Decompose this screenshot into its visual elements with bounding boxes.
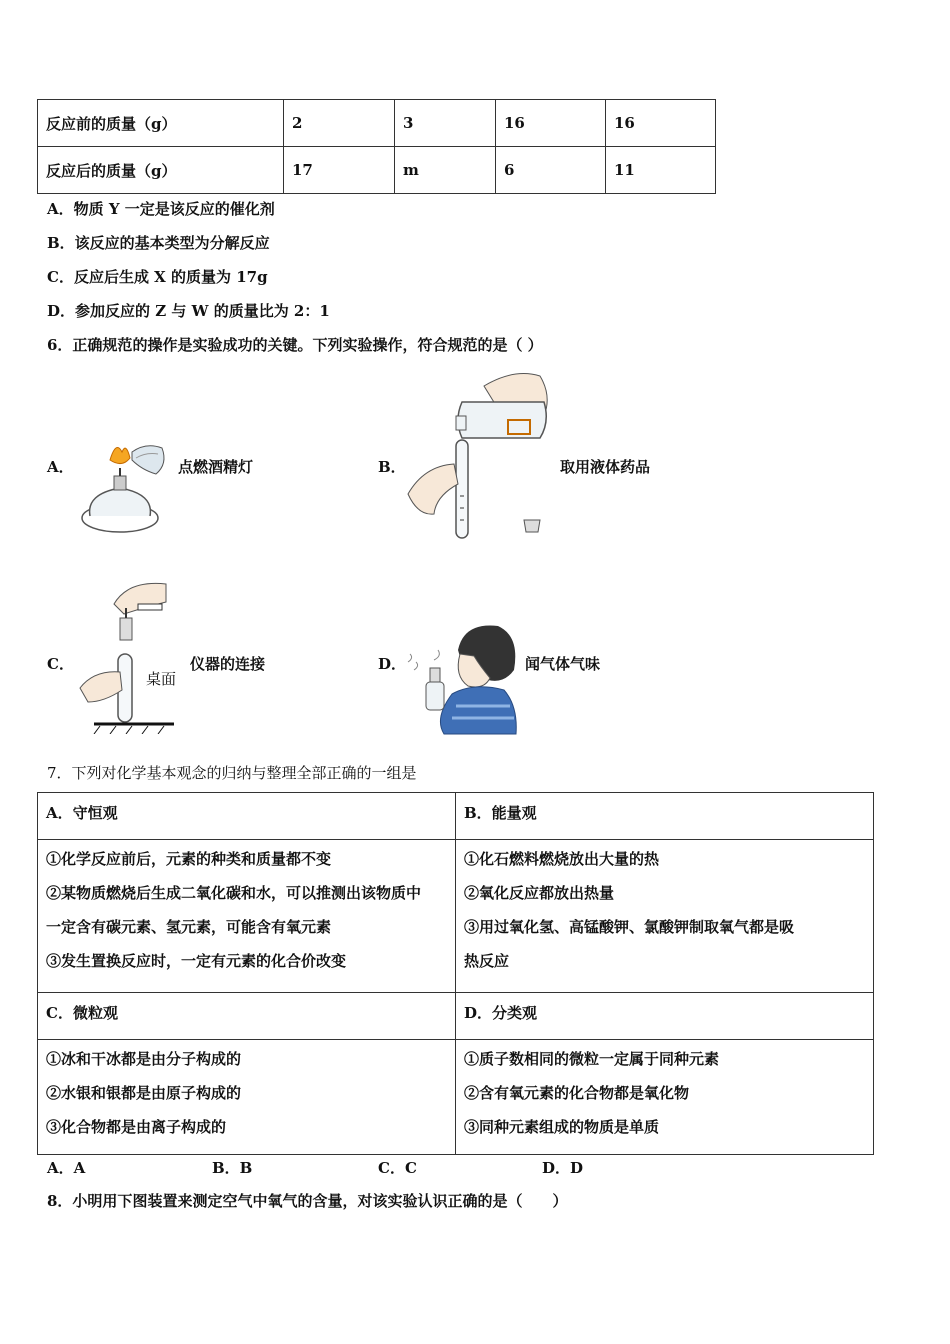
table-row (38, 1040, 874, 1155)
list-item: ①化学反应前后，元素的种类和质量都不变 (46, 850, 332, 868)
cell-body-b (456, 840, 874, 993)
table-row (38, 993, 874, 1040)
q7-answer-d: D．D (542, 1159, 584, 1177)
q8-stem: 8．小明用下图装置来测定空气中氧气的含量，对该实验认识正确的是（ ） (47, 1192, 568, 1210)
q6-option-a-letter: A． (47, 458, 74, 476)
list-item: ①化石燃料燃烧放出大量的热 (464, 850, 660, 868)
cell-body-d (456, 1040, 874, 1155)
liquid-pouring-illustration (404, 366, 554, 542)
smelling-gas-illustration (404, 620, 520, 736)
alcohol-lamp-illustration (76, 430, 174, 538)
list-item: ③同种元素组成的物质是单质 (464, 1118, 660, 1136)
list-item: ①冰和干冰都是由分子构成的 (46, 1050, 242, 1068)
q7-answer-c: C．C (378, 1159, 417, 1177)
cell-title-a: A．守恒观 (38, 793, 456, 840)
list-item: 热反应 (464, 952, 510, 970)
table-row (38, 793, 874, 840)
cell-title-c: C．微粒观 (38, 993, 456, 1040)
concept-table (37, 792, 874, 1155)
list-item: ②含有氧元素的化合物都是氧化物 (464, 1084, 690, 1102)
q6-option-b-letter: B． (378, 458, 406, 476)
table-cell: 11 (606, 147, 716, 194)
table-cell: 3 (395, 100, 496, 147)
apparatus-connection-illustration (78, 578, 178, 734)
q5-option-c: C．反应后生成 X 的质量为 17g (47, 268, 268, 286)
q7-answer-b: B．B (212, 1159, 253, 1177)
row-label: 反应前的质量（g） (38, 100, 284, 147)
cell-title-d: D．分类观 (456, 993, 874, 1040)
cell-body-a (38, 840, 456, 993)
q6-option-c-letter: C． (47, 655, 74, 673)
table-cell: 17 (284, 147, 395, 194)
list-item: ③用过氧化氢、高锰酸钾、氯酸钾制取氧气都是吸 (464, 918, 795, 936)
table-cell: 16 (496, 100, 606, 147)
table-row (38, 147, 716, 194)
q5-option-a: A．物质 Y 一定是该反应的催化剂 (47, 200, 275, 218)
q5-option-b: B．该反应的基本类型为分解反应 (47, 234, 270, 252)
table-cell: 6 (496, 147, 606, 194)
q6-option-b-caption: 取用液体药品 (560, 458, 651, 476)
mass-table (37, 99, 716, 194)
q7-stem: 7．下列对化学基本观念的归纳与整理全部正确的一组是 (47, 764, 417, 782)
list-item: 一定含有碳元素、氢元素，可能含有氧元素 (46, 918, 332, 936)
q5-option-d: D．参加反应的 Z 与 W 的质量比为 2：1 (47, 302, 330, 320)
list-item: ②水银和银都是由原子构成的 (46, 1084, 242, 1102)
table-cell: 16 (606, 100, 716, 147)
q6-option-d-caption: 闻气体气味 (525, 655, 601, 673)
list-item: ①质子数相同的微粒一定属于同种元素 (464, 1050, 720, 1068)
list-item: ③发生置换反应时，一定有元素的化合价改变 (46, 952, 347, 970)
list-item: ②氧化反应都放出热量 (464, 884, 615, 902)
table-row (38, 840, 874, 993)
table-cell: m (395, 147, 496, 194)
desk-label: 桌面 (146, 670, 177, 688)
q6-option-a-caption: 点燃酒精灯 (178, 458, 254, 476)
cell-title-b: B．能量观 (456, 793, 874, 840)
q6-option-c-caption: 仪器的连接 (190, 655, 266, 673)
list-item: ③化合物都是由离子构成的 (46, 1118, 227, 1136)
q6-option-d-letter: D． (378, 655, 407, 673)
row-label: 反应后的质量（g） (38, 147, 284, 194)
cell-body-c (38, 1040, 456, 1155)
q7-answer-a: A．A (47, 1159, 86, 1177)
list-item: ②某物质燃烧后生成二氧化碳和水，可以推测出该物质中 (46, 884, 422, 902)
table-row (38, 100, 716, 147)
q6-stem: 6．正确规范的操作是实验成功的关键。下列实验操作，符合规范的是（ ） (47, 336, 543, 354)
table-cell: 2 (284, 100, 395, 147)
